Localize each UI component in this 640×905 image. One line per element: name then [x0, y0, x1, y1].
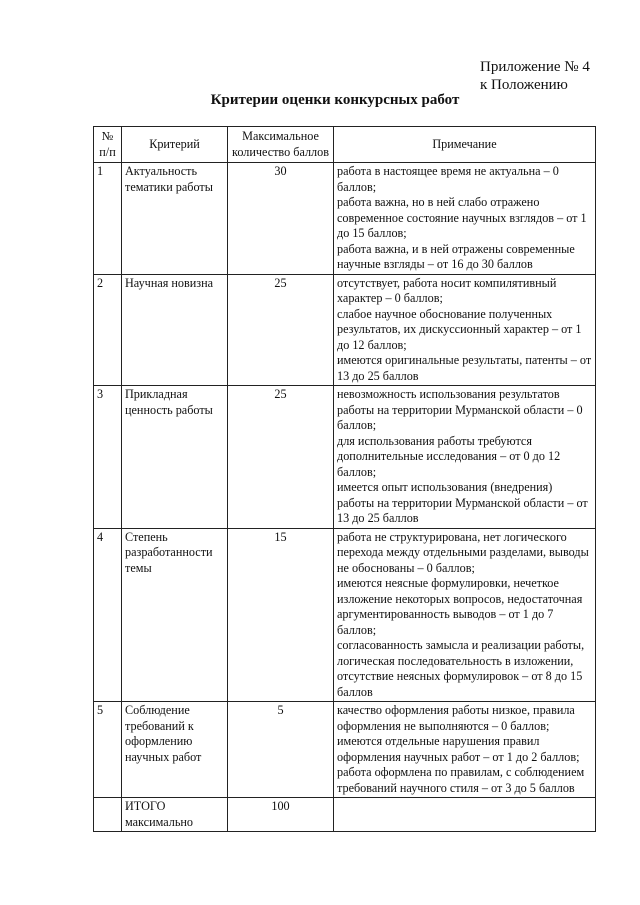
note-line: имеются оригинальные результаты, патенты – от 13 до 25 баллов: [337, 353, 592, 383]
total-number: [94, 798, 122, 832]
note-line: согласованность замысла и реализации работы, логическая последовательность в изложении, отсутствие неясных формулировок – от 8 до 15 баллов: [337, 638, 585, 699]
note-line: работа важна, и в ней отражены современные научные взгляды – от 16 до 30 баллов: [337, 241, 575, 271]
table-header-row: [94, 127, 596, 163]
table-body: [94, 163, 596, 798]
note-line: для использования работы требуются дополнительные исследования – от 0 до 12 баллов;: [337, 433, 561, 479]
row-number: 2: [94, 274, 122, 386]
row-criterion: Прикладная ценность работы: [122, 386, 228, 529]
row-number: 5: [94, 702, 122, 798]
note-line: имеются отдельные нарушения правил оформления научных работ – от 1 до 2 баллов;: [337, 734, 580, 764]
total-note: [334, 798, 596, 832]
document-title: Критерии оценки конкурсных работ: [210, 92, 460, 108]
header-note: Примечание: [334, 127, 596, 163]
total-label: ИТОГО максимально: [122, 798, 228, 832]
row-note: [334, 702, 596, 798]
table-row: [94, 163, 596, 275]
appendix-number: Приложение № 4: [480, 59, 590, 75]
row-note: [334, 163, 596, 275]
row-number: 3: [94, 386, 122, 529]
note-line: имеется опыт использования (внедрения) работы на территории Мурманской области – от 13 до 25 баллов: [337, 480, 588, 525]
table-row: [94, 274, 596, 386]
row-criterion: Соблюдение требований к оформлению научных работ: [122, 702, 228, 798]
row-criterion: Актуальность тематики работы: [122, 163, 228, 275]
criteria-table: [93, 126, 596, 832]
row-max-score: 25: [228, 386, 334, 529]
row-criterion: Научная новизна: [122, 274, 228, 386]
row-max-score: 15: [228, 528, 334, 702]
note-line: слабое научное обоснование полученных результатов, их дискуссионный характер – от 1 до 12 баллов;: [337, 306, 582, 352]
row-criterion: Степень разработанности темы: [122, 528, 228, 702]
table-row: [94, 386, 596, 529]
row-note: [334, 386, 596, 529]
total-row: [94, 798, 596, 832]
row-max-score: 5: [228, 702, 334, 798]
total-max-score: 100: [228, 798, 334, 832]
note-line: работа не структурирована, нет логического перехода между отдельными разделами, выводы не обоснованы – 0 баллов;: [337, 529, 589, 575]
note-line: отсутствует, работа носит компилятивный характер – 0 баллов;: [337, 275, 557, 305]
note-line: невозможность использования результатов работы на территории Мурманской области – 0 баллов;: [337, 387, 583, 432]
footer-divider: [309, 831, 409, 832]
note-line: работа в настоящее время не актуальна – 0 баллов;: [337, 164, 559, 194]
table-row: [94, 528, 596, 702]
appendix-regulation: к Положению: [480, 77, 568, 93]
row-max-score: 30: [228, 163, 334, 275]
header-number: № п/п: [94, 127, 122, 163]
row-number: 4: [94, 528, 122, 702]
note-line: качество оформления работы низкое, правила оформления не выполняются – 0 баллов;: [337, 703, 575, 733]
row-note: [334, 274, 596, 386]
header-max-score: Максимальное количество баллов: [228, 127, 334, 163]
note-line: работа важна, но в ней слабо отражено современное состояние научных взглядов – от 1 до 15 баллов;: [337, 195, 587, 240]
note-line: работа оформлена по правилам, с соблюдением требований научного стиля – от 3 до 5 баллов: [337, 765, 585, 795]
table-row: [94, 702, 596, 798]
row-number: 1: [94, 163, 122, 275]
header-criterion: Критерий: [122, 127, 228, 163]
appendix-reference: [480, 58, 630, 94]
row-max-score: 25: [228, 274, 334, 386]
note-line: имеются неясные формулировки, нечеткое изложение некоторых вопросов, недостаточная аргументированность выводов – от 1 до 7 баллов;: [337, 576, 583, 637]
row-note: [334, 528, 596, 702]
